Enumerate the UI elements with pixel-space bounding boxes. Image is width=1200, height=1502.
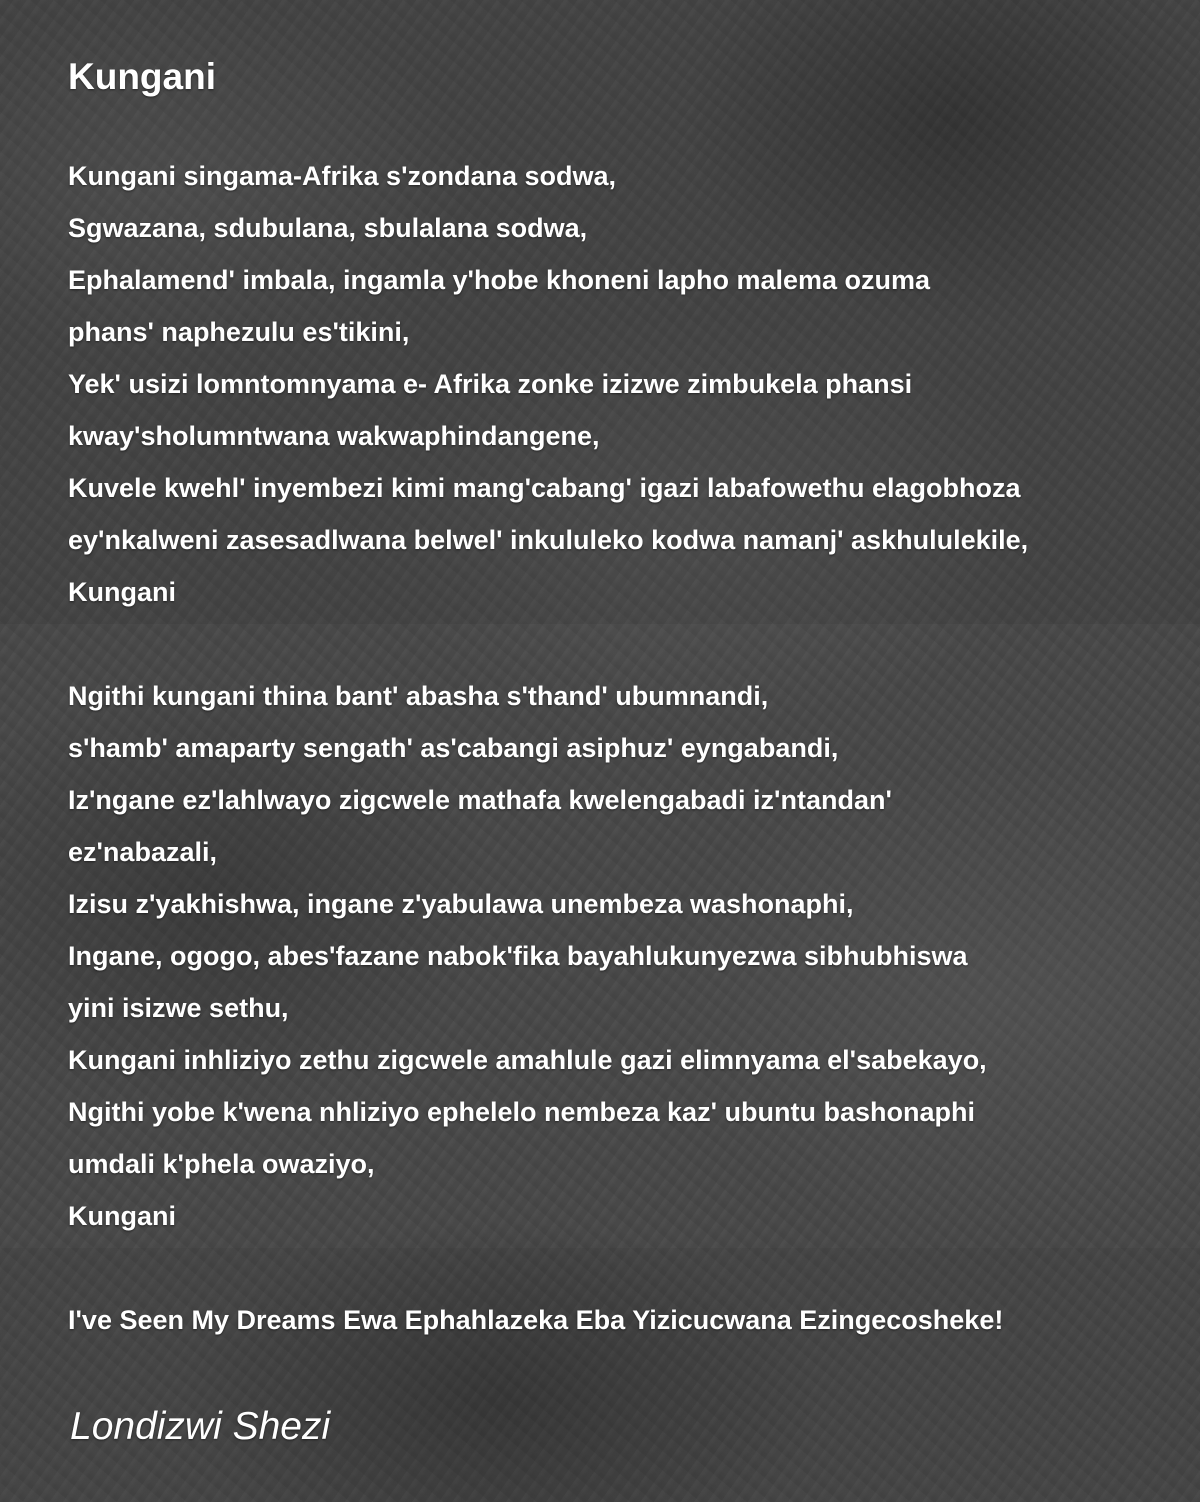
- poem-line: Kungani: [68, 1201, 176, 1231]
- poem-line: ez'nabazali,: [68, 837, 217, 867]
- poem-line: yini isizwe sethu,: [68, 993, 289, 1023]
- poem-line: Yek' usizi lomntomnyama e- Afrika zonke izizwe zimbukela phansi: [68, 369, 913, 399]
- poem-line: phans' naphezulu es'tikini,: [68, 317, 410, 347]
- poem-tagline: I've Seen My Dreams Ewa Ephahlazeka Eba Yizicucwana Ezingecosheke!: [68, 1305, 1004, 1335]
- background-band-bottom: [0, 1248, 1200, 1502]
- poem-line: Kungani inhliziyo zethu zigcwele amahlule gazi elimnyama el'sabekayo,: [68, 1045, 987, 1075]
- poem-line: Kungani singama-Afrika s'zondana sodwa,: [68, 161, 617, 191]
- poem-line: Ingane, ogogo, abes'fazane nabok'fika bayahlukunyezwa sibhubhiswa: [68, 941, 968, 971]
- poem-line: Izisu z'yakhishwa, ingane z'yabulawa unembeza washonaphi,: [68, 889, 854, 919]
- poem-line: Kungani: [68, 577, 176, 607]
- poem-title: Kungani: [68, 56, 216, 97]
- poem-line: Ngithi kungani thina bant' abasha s'thand' ubumnandi,: [68, 681, 769, 711]
- poem-line: Sgwazana, sdubulana, sbulalana sodwa,: [68, 213, 588, 243]
- poem-line: Ngithi yobe k'wena nhliziyo ephelelo nembeza kaz' ubuntu bashonaphi: [68, 1097, 975, 1127]
- poem-line: s'hamb' amaparty sengath' as'cabangi asiphuz' eyngabandi,: [68, 733, 839, 763]
- poem-line: Ephalamend' imbala, ingamla y'hobe khoneni lapho malema ozuma: [68, 265, 931, 295]
- stanza-2: [68, 670, 1200, 1242]
- poem-line: ey'nkalweni zasesadlwana belwel' inkululeko kodwa namanj' askhululekile,: [68, 525, 1029, 555]
- stanza-1: [68, 150, 1200, 618]
- poem-line: Iz'ngane ez'lahlwayo zigcwele mathafa kwelengabadi iz'ntandan': [68, 785, 892, 815]
- poem-line: kway'sholumntwana wakwaphindangene,: [68, 421, 600, 451]
- poem-line: umdali k'phela owaziyo,: [68, 1149, 375, 1179]
- poem-line: Kuvele kwehl' inyembezi kimi mang'cabang' igazi labafowethu elagobhoza: [68, 473, 1021, 503]
- poem-author: Londizwi Shezi: [70, 1405, 331, 1448]
